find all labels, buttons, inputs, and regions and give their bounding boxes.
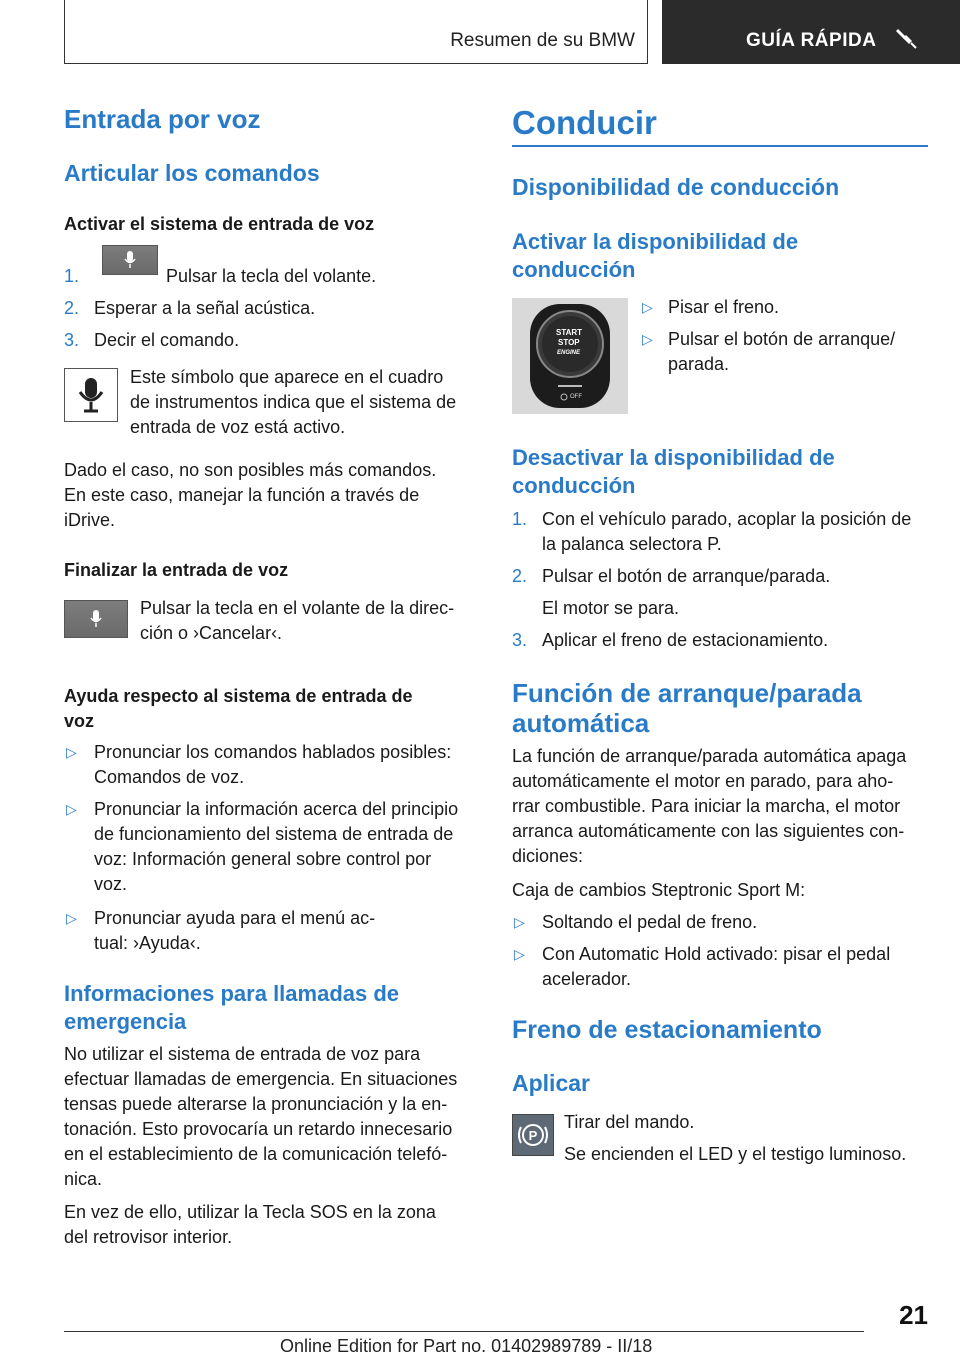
microphone-icon: [76, 376, 106, 414]
list-item: Con Automatic Hold activado: pisar el pedal acelerador.: [542, 944, 891, 989]
parking-brake-heading: Freno de estacionamiento: [512, 1016, 822, 1044]
symbol-description: Este símbolo que aparece en el cuadro de instrumentos indica que el sistema de entrada de voz está activo.: [130, 367, 457, 437]
header-section-box: [64, 0, 648, 64]
activate-readiness-heading: Activar la disponibilidad de conducción: [512, 229, 799, 282]
step-text: Con el vehículo parado, acoplar la posición de la palanca selectora P.: [542, 509, 912, 554]
step-text: Pulsar el botón de arranque/parada.: [542, 566, 831, 586]
voice-key-image: [102, 245, 158, 275]
paragraph: La función de arranque/parada automática apaga automáticamente el motor en parado, para aho‐ rrar combustible. Para iniciar la marcha, el motor arranca automáticamente con las siguientes con‐ diciones:: [512, 746, 907, 866]
bullet-marker: ▷: [66, 744, 77, 760]
bullet-marker: ▷: [66, 801, 77, 817]
parking-brake-icon: [513, 1115, 553, 1155]
title-rule: [512, 145, 928, 147]
footer-edition: Online Edition for Part no. 01402989789 - II/18: [280, 1336, 653, 1356]
park-text-1: Tirar del mando.: [564, 1112, 695, 1132]
bullet-marker: ▷: [642, 299, 653, 315]
paragraph: Caja de cambios Steptronic Sport M:: [512, 880, 806, 900]
list-item: Pisar el freno.: [668, 297, 780, 317]
step-number: 1.: [512, 509, 528, 529]
start-stop-button-photo: [512, 298, 628, 414]
parking-brake-switch-image: [512, 1114, 554, 1156]
bullet-marker: ▷: [642, 331, 653, 347]
bullet-marker: ▷: [514, 914, 525, 930]
microphone-icon: [89, 609, 103, 629]
list-item: Pronunciar la información acerca del principio de funcionamiento del sistema de entrada de voz: Información general sobre control por voz.: [94, 799, 459, 894]
step-text: Decir el comando.: [94, 330, 240, 350]
park-text-2: Se encienden el LED y el testigo luminoso.: [564, 1144, 907, 1164]
step-number: 2.: [64, 298, 80, 318]
paragraph: No utilizar el sistema de entrada de voz para efectuar llamadas de emergencia. En situaciones tensas puede alterarse la pronunciación y la en‐ tonación. Esto provocaría un retardo innecesario en el establecimiento de la comunicación telefó‐ nica.: [64, 1044, 458, 1189]
activate-voice-heading: Activar el sistema de entrada de voz: [64, 214, 375, 234]
step-text: Aplicar el freno de estacionamiento.: [542, 630, 829, 650]
step-text: Pulsar la tecla del volante.: [166, 266, 377, 286]
button-label: ENGINE: [557, 350, 581, 356]
step-number: 3.: [64, 330, 80, 350]
page-number: 21: [899, 1300, 928, 1330]
voice-title: Entrada por voz: [64, 104, 261, 134]
paragraph: Dado el caso, no son posibles más comandos. En este caso, manejar la función a través de iDrive.: [64, 460, 437, 530]
auto-start-stop-heading: Función de arranque/parada automática: [512, 678, 862, 738]
svg-text:P: P: [528, 1128, 538, 1143]
voice-key-image: [64, 600, 128, 638]
quick-guide-icon: [894, 26, 918, 50]
apply-heading: Aplicar: [512, 1070, 590, 1096]
button-label: OFF: [570, 394, 582, 400]
bullet-marker: ▷: [66, 910, 77, 926]
list-item: Pronunciar ayuda para el menú ac‐ tual: ›Ayuda‹.: [94, 908, 376, 953]
paragraph: En vez de ello, utilizar la Tecla SOS en la zona del retrovisor interior.: [64, 1202, 436, 1247]
footer-rule: [64, 1331, 864, 1332]
end-voice-text: Pulsar la tecla en el volante de la direc‐ ción o ›Cancelar‹.: [140, 598, 455, 643]
deactivate-readiness-heading: Desactivar la disponibilidad de conducción: [512, 445, 835, 498]
readiness-heading: Disponibilidad de conducción: [512, 174, 840, 200]
button-label: START: [556, 328, 583, 337]
driving-title: Conducir: [512, 104, 657, 141]
voice-subtitle-commands: Articular los comandos: [64, 160, 320, 186]
step-note: El motor se para.: [542, 598, 680, 618]
button-label: STOP: [558, 338, 580, 347]
microphone-icon: [123, 250, 137, 270]
emergency-calls-heading: Informaciones para llamadas de emergencia: [64, 981, 400, 1034]
step-number: 2.: [512, 566, 528, 586]
list-item: Soltando el pedal de freno.: [542, 912, 758, 932]
list-item: Pronunciar los comandos hablados posibles: Comandos de voz.: [94, 742, 452, 787]
list-item: Pulsar el botón de arranque/ parada.: [668, 329, 896, 374]
step-number: 1.: [64, 266, 80, 286]
step-number: 3.: [512, 630, 528, 650]
voice-active-symbol: [64, 368, 118, 422]
help-voice-heading: Ayuda respecto al sistema de entrada de voz: [64, 686, 413, 731]
step-text: Esperar a la señal acústica.: [94, 298, 316, 318]
end-voice-heading: Finalizar la entrada de voz: [64, 560, 289, 580]
header-guide-tab: [662, 0, 960, 64]
bullet-marker: ▷: [514, 946, 525, 962]
header-section-title: Resumen de su BMW: [450, 30, 635, 51]
header-guide-label: GUÍA RÁPIDA: [746, 30, 877, 51]
